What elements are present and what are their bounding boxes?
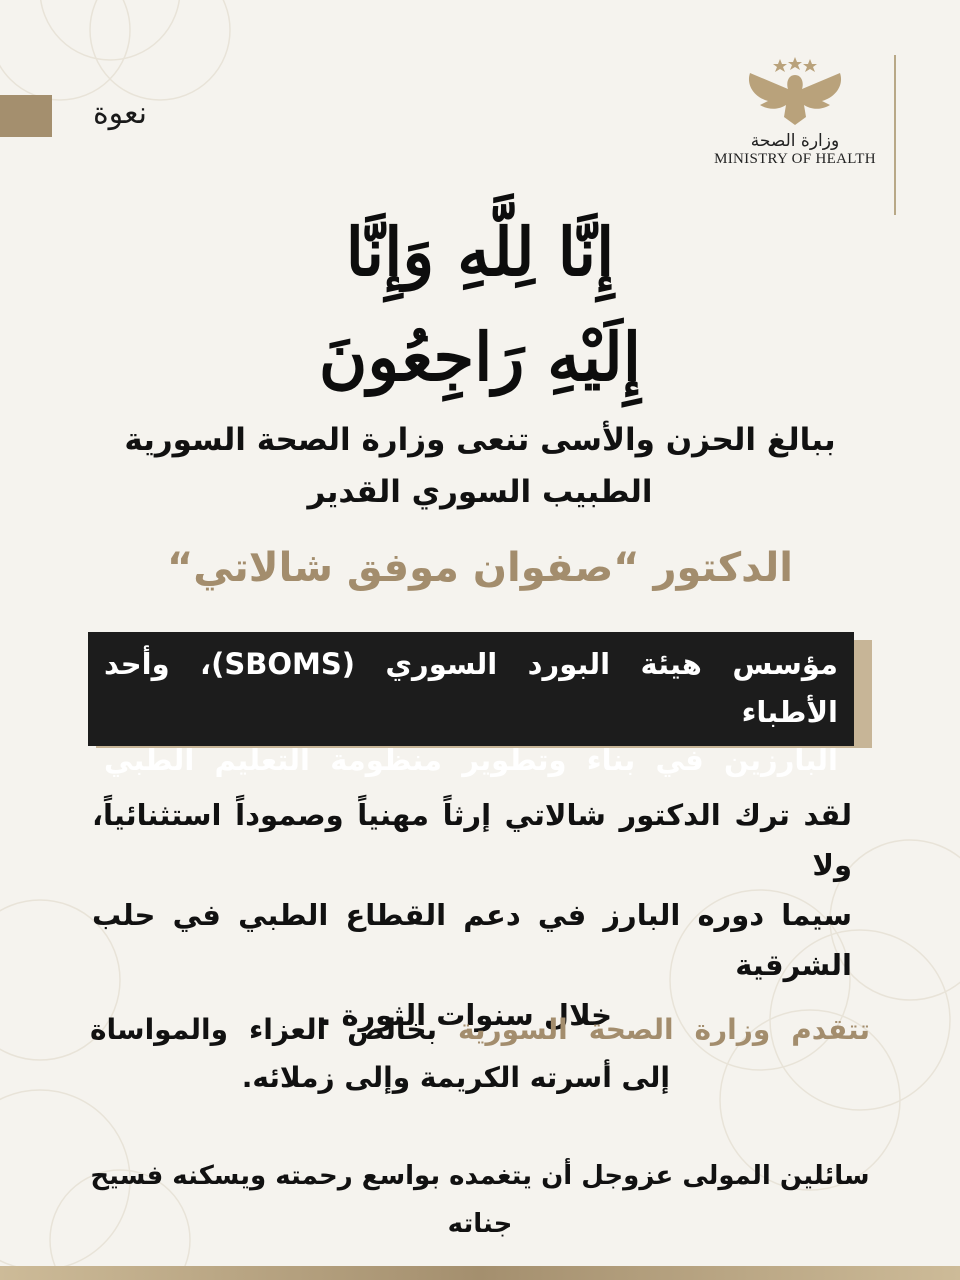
ministry-name-arabic: وزارة الصحة xyxy=(750,131,840,151)
announcement-line-2: الطبيب السوري القدير xyxy=(307,474,653,510)
logo-divider xyxy=(894,55,896,215)
footer-accent-bar xyxy=(0,1266,960,1280)
highlight-line-2: البارزين في بناء وتطوير منظومة التعليم الطبي xyxy=(104,743,838,777)
ministry-logo xyxy=(700,55,890,185)
quranic-calligraphy xyxy=(180,200,780,410)
calligraphy-line-1: إِنَّا لِلَّهِ وَإِنَّا xyxy=(345,213,615,291)
condolence-text: بخالص العزاء والمواساة xyxy=(90,1013,458,1046)
calligraphy-line-2: إِلَيْهِ رَاجِعُونَ xyxy=(318,318,642,396)
condolence-ministry-name: تتقدم وزارة الصحة السورية xyxy=(458,1013,870,1046)
condolence-line-1 xyxy=(90,1006,870,1054)
highlight-line-1: مؤسس هيئة البورد السوري (SBOMS)، وأحد الأطباء xyxy=(104,647,838,729)
condolence-paragraph xyxy=(90,1006,870,1102)
header-accent-bar xyxy=(0,95,52,137)
prayer-line: سائلين المولى عزوجل أن يتغمده بواسع رحمته ويسكنه فسيح جناته xyxy=(90,1161,870,1239)
legacy-line-1: لقد ترك الدكتور شالاتي إرثاً مهنياً وصموداً استثنائياً، ولا xyxy=(92,798,852,882)
highlight-box xyxy=(88,632,854,777)
announcement-line-1: ببالغ الحزن والأسى تنعى وزارة الصحة السورية xyxy=(124,422,836,458)
ministry-name-english: MINISTRY OF HEALTH xyxy=(714,151,876,167)
legacy-paragraph xyxy=(92,790,852,1040)
eagle-emblem-icon xyxy=(740,55,850,127)
announcement-type-label: نعوة xyxy=(92,96,148,131)
deceased-name: الدكتور “صفوان موفق شالاتي“ xyxy=(167,545,793,591)
condolence-line-2: إلى أسرته الكريمة وإلى زملائه. xyxy=(241,1061,670,1094)
legacy-line-3: خلال سنوات الثورة . xyxy=(320,998,612,1032)
legacy-line-2: سيما دوره البارز في دعم القطاع الطبي في حلب الشرقية xyxy=(92,898,852,982)
